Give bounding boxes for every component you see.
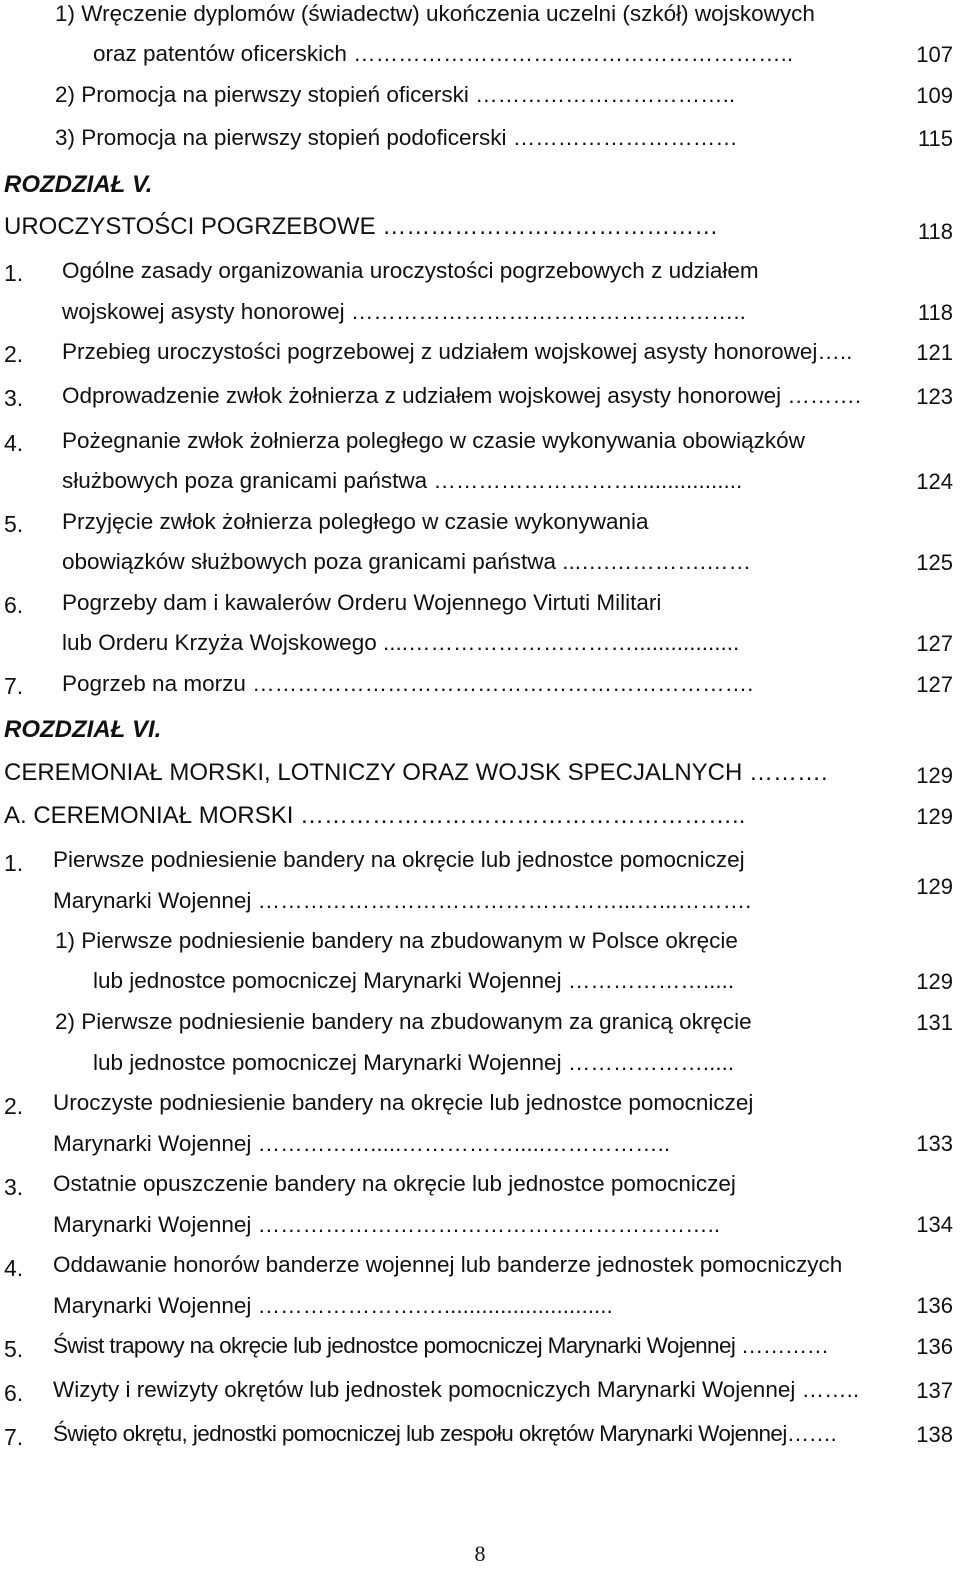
toc-page-number: 115 xyxy=(917,126,953,151)
toc-entry-text: Przebieg uroczystości pogrzebowej z udziałem wojskowej asysty honorowej….. xyxy=(62,339,853,364)
toc-page-number: 124 xyxy=(916,469,953,494)
toc-entry-text: 1) Pierwsze podniesienie bandery na zbudowanym w Polsce okręcie xyxy=(55,928,738,953)
toc-entry-text: Marynarki Wojennej …………………………………………………….. xyxy=(53,1212,721,1237)
toc-page-number: 138 xyxy=(916,1422,953,1447)
toc-entry-text: lub jednostce pomocniczej Marynarki Wojennej ………………..... xyxy=(93,968,735,993)
toc-entry-text: 2) Promocja na pierwszy stopień oficerski …………………………….. xyxy=(55,82,736,107)
toc-entry-number: 4. xyxy=(4,430,24,456)
toc-entry-text: 1) Wręczenie dyplomów (świadectw) ukończenia uczelni (szkół) wojskowych xyxy=(55,1,815,26)
toc-page-number: 127 xyxy=(916,631,953,656)
toc-page-number: 129 xyxy=(916,969,953,994)
toc-page-number: 136 xyxy=(916,1334,953,1359)
toc-entry-text: lub jednostce pomocniczej Marynarki Wojennej ………………..... xyxy=(93,1050,735,1075)
page-footer-number: 8 xyxy=(474,1541,486,1566)
toc-entry-text: Marynarki Wojennej …………………………………………...…...………. xyxy=(53,888,752,913)
toc-entry-text: Marynarki Wojennej ………………….…........................... xyxy=(53,1293,613,1318)
toc-entry-number: 7. xyxy=(4,1424,24,1450)
toc-entry-text: Przyjęcie zwłok żołnierza poległego w czasie wykonywania xyxy=(62,509,649,534)
toc-page-number: 118 xyxy=(917,219,953,244)
toc-page-number: 136 xyxy=(916,1293,953,1318)
section-heading: A. CEREMONIAŁ MORSKI ……………………………………………….. xyxy=(4,802,746,829)
toc-entry-text: Oddawanie honorów banderze wojennej lub banderze jednostek pomocniczych xyxy=(53,1252,843,1277)
toc-entry-text: służbowych poza granicami państwa ………………………................. xyxy=(62,468,743,493)
toc-entry-text: lub Orderu Krzyża Wojskowego ....…………………………................. xyxy=(62,630,740,655)
toc-entry-text: Wizyty i rewizyty okrętów lub jednostek pomocniczych Marynarki Wojennej …….. xyxy=(53,1377,860,1402)
toc-entry-text: obowiązków służbowych poza granicami państwa ...….………….…… xyxy=(62,549,752,574)
toc-entry-number: 6. xyxy=(4,1380,24,1406)
toc-entry-text: Pogrzeby dam i kawalerów Orderu Wojennego Virtuti Militari xyxy=(62,590,662,615)
toc-page-number: 121 xyxy=(916,340,953,365)
chapter-heading: ROZDZIAŁ VI. xyxy=(4,716,162,743)
toc-page-number: 123 xyxy=(916,384,953,409)
toc-entry-number: 5. xyxy=(4,511,24,537)
section-heading: UROCZYSTOŚCI POGRZEBOWE …………………………………… xyxy=(4,213,719,240)
toc-page-number: 129 xyxy=(916,874,953,899)
toc-entry-text: Pogrzeb na morzu …………………………………………………………. xyxy=(62,671,754,696)
toc-page-number: 125 xyxy=(916,550,953,575)
toc-entry-text: Marynarki Wojennej …………….....…………….....…………….. xyxy=(53,1131,671,1156)
toc-entry-number: 4. xyxy=(4,1255,24,1281)
toc-entry-text: wojskowej asysty honorowej …………………………………………….. xyxy=(62,299,746,324)
toc-entry-text: oraz patentów oficerskich ………………………………………………….. xyxy=(93,41,794,66)
toc-entry-text: Świst trapowy na okręcie lub jednostce pomocniczej Marynarki Wojennej ………… xyxy=(53,1333,829,1358)
toc-page-number: 109 xyxy=(916,83,953,108)
toc-page-number: 137 xyxy=(916,1378,953,1403)
toc-entry-text: Uroczyste podniesienie bandery na okręcie lub jednostce pomocniczej xyxy=(53,1090,754,1115)
toc-page-number: 107 xyxy=(916,42,953,67)
chapter-heading: ROZDZIAŁ V. xyxy=(4,171,153,198)
toc-page-number: 118 xyxy=(917,300,953,325)
toc-entry-number: 5. xyxy=(4,1336,24,1362)
toc-entry-text: Odprowadzenie zwłok żołnierza z udziałem wojskowej asysty honorowej ………. xyxy=(62,383,862,408)
toc-entry-text: 2) Pierwsze podniesienie bandery na zbudowanym za granicą okręcie xyxy=(55,1009,752,1034)
toc-entry-text: Pierwsze podniesienie bandery na okręcie lub jednostce pomocniczej xyxy=(53,847,745,872)
toc-entry-text: 3) Promocja na pierwszy stopień podoficerski ………………………… xyxy=(55,125,738,150)
toc-page-number: 127 xyxy=(916,672,953,697)
toc-page-number: 129 xyxy=(916,763,953,788)
toc-entry-number: 3. xyxy=(4,1174,24,1200)
toc-page-number: 131 xyxy=(916,1010,953,1035)
toc-page-number: 129 xyxy=(916,804,953,829)
section-heading: CEREMONIAŁ MORSKI, LOTNICZY ORAZ WOJSK SPECJALNYCH ………. xyxy=(4,759,828,786)
toc-entry-number: 2. xyxy=(4,1093,24,1119)
toc-entry-number: 1. xyxy=(4,260,24,286)
toc-entry-text: Święto okrętu, jednostki pomocniczej lub zespołu okrętów Marynarki Wojennej……. xyxy=(53,1421,837,1446)
toc-entry-number: 2. xyxy=(4,341,24,367)
toc-entry-number: 1. xyxy=(4,850,24,876)
toc-page-number: 133 xyxy=(916,1131,953,1156)
toc-entry-text: Ogólne zasady organizowania uroczystości pogrzebowych z udziałem xyxy=(62,258,759,283)
toc-entry-number: 7. xyxy=(4,673,24,699)
toc-entry-number: 6. xyxy=(4,592,24,618)
toc-entry-number: 3. xyxy=(4,385,24,411)
toc-entry-text: Pożegnanie zwłok żołnierza poległego w czasie wykonywania obowiązków xyxy=(62,428,805,453)
toc-page-number: 134 xyxy=(916,1212,953,1237)
toc-entry-text: Ostatnie opuszczenie bandery na okręcie lub jednostce pomocniczej xyxy=(53,1171,736,1196)
